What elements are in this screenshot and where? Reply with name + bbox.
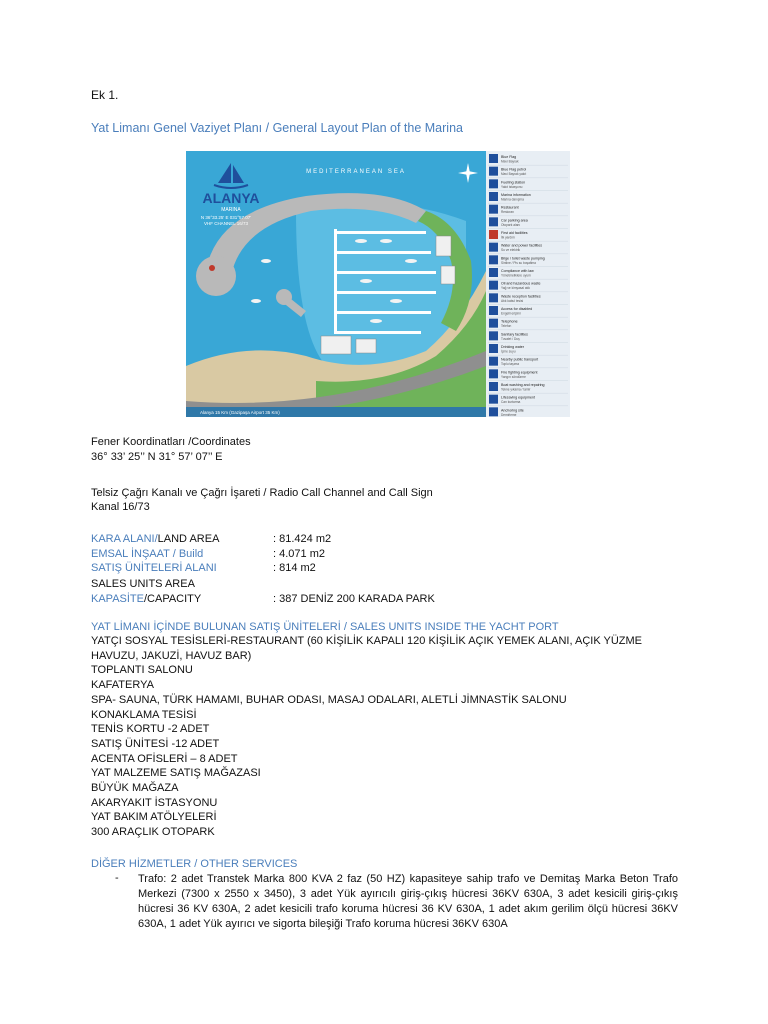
legend-label-en: Car parking area (501, 218, 528, 223)
legend-label-en: First aid facilities (501, 231, 528, 235)
legend-label-en: Bilge / toilet waste pumping (501, 256, 545, 261)
legend-label-tr: Yangın söndürme (501, 374, 526, 379)
bullet-marker: - (115, 872, 119, 884)
inner-pier-head (276, 289, 292, 305)
area-row-label: SALES UNITS AREA (91, 578, 195, 590)
lighthouse-marker (209, 265, 215, 271)
legend-label-tr: Can kurtarma (501, 400, 521, 405)
coords-label: Fener Koordinatları /Coordinates (91, 436, 251, 448)
legend-icon (489, 382, 498, 391)
list-item: BÜYÜK MAĞAZA (91, 782, 179, 795)
legend-icon (489, 369, 498, 378)
legend-label-en: Waste reception facilities (501, 294, 541, 299)
area-row-label: KARA ALANI/LAND AREA (91, 533, 220, 545)
legend-icon (489, 154, 498, 163)
legend-icon (489, 344, 498, 353)
area-row-value: : 81.424 m2 (273, 533, 332, 545)
legend-icon (489, 179, 498, 188)
legend-icon (489, 192, 498, 201)
services-heading: DİĞER HİZMETLER / OTHER SERVICES (91, 858, 298, 870)
brand-logo-text: ALANYA (202, 190, 260, 206)
legend-icon (489, 230, 498, 239)
legend-label-en: Boat washing and repairing (501, 383, 545, 387)
legend-label-en: Anchoring site (501, 408, 524, 413)
area-row-value: : 814 m2 (273, 562, 316, 574)
legend-icon (489, 395, 498, 404)
area-row-value: : 387 DENİZ 200 KARADA PARK (273, 593, 435, 605)
legend-icon (489, 268, 498, 277)
legend-label-tr: Engelli erişimi (501, 311, 521, 316)
legend-label-en: Oil and hazardous waste (501, 281, 541, 286)
legend-label-en: Lifesaving equipment (501, 395, 535, 400)
list-item: 300 ARAÇLIK OTOPARK (91, 826, 215, 839)
legend-icon (489, 319, 498, 328)
list-item: SATIŞ ÜNİTESİ -12 ADET (91, 737, 220, 750)
radio-value: Kanal 16/73 (91, 501, 150, 513)
coords-value: 36° 33’ 25’’ N 31° 57’ 07’’ E (91, 451, 223, 463)
units-heading: YAT LİMANI İÇİNDE BULUNAN SATIŞ ÜNİTELERİ / SALES UNITS INSIDE THE YACHT PORT (91, 621, 559, 633)
services-paragraph: Trafo: 2 adet Transtek Marka 800 KVA 2 faz (50 HZ) kapasiteye sahip trafo ve Demitaş Marka Beton Trafo Merkezi (7300 x 2550 x 3450), 3 adet Yük ayırıcılı giriş-çıkış hücresi 36KV 630A, 3 adet kesicili giriş-çıkış hücresi 36 KV 630A, 2 adet kesicili trafo koruma hücresi 36 KV 630A, 1 adet akım gerilim ölçü hücresi 36KV 630A, 1 adet Yük ayırıcı ve sigorta bileşiği Trafo koruma hücresi 36KV 630A (138, 873, 678, 930)
legend-icon (489, 306, 498, 315)
legend-label-tr: Su ve elektrik (501, 248, 521, 253)
list-item: YAT BAKIM ATÖLYELERİ (91, 811, 217, 824)
legend-icon (489, 407, 498, 416)
legend-icon (489, 357, 498, 366)
legend-label-en: Blue Flag petrol (501, 167, 527, 172)
legend-label-en: Nearby public transport (501, 357, 539, 362)
marina-map-drawing (186, 151, 570, 417)
legend-icon (489, 331, 498, 340)
radio-label: Telsiz Çağrı Kanalı ve Çağrı İşareti / Radio Call Channel and Call Sign (91, 487, 433, 499)
list-item: TOPLANTI SALONU (91, 664, 193, 677)
legend-icon (489, 217, 498, 226)
legend-label-tr: Yakıt istasyonu (501, 184, 523, 189)
legend-label-tr: Restoran (501, 210, 514, 215)
map-coords-text: N 36°33.25' E 031°57.07' (200, 215, 252, 220)
legend-label-tr: Yönetmeliklere uyum (501, 273, 531, 278)
legend-label-en: Water and power facilities (501, 243, 543, 248)
legend-label-tr: Yağ ve kimyasal atık (501, 286, 530, 291)
legend-icon (489, 243, 498, 252)
legend-label-tr: Toplu taşıma (501, 362, 520, 367)
list-item: TENİS KORTU -2 ADET (91, 723, 210, 736)
legend-label-tr: Demirleme (501, 412, 517, 417)
legend-label-tr: Mavi Bayrak (501, 159, 519, 164)
legend-label-tr: İlk yardım (501, 235, 515, 240)
legend-label-tr: Telefon (501, 324, 512, 329)
legend-label-en: Sanitary facilities (501, 332, 528, 337)
legend-label-tr: Mavi Bayrak yakıt (501, 172, 527, 177)
list-item: KAFATERYA (91, 679, 154, 692)
list-item: ACENTA OFİSLERİ – 8 ADET (91, 752, 238, 765)
brand-sub-text: MARINA (221, 207, 241, 213)
legend-label-en: Restaurant (501, 205, 519, 210)
legend-label-en: Drinking water (501, 345, 524, 349)
area-row-label: EMSAL İNŞAAT / Build (91, 548, 204, 560)
list-item: AKARYAKIT İSTASYONU (91, 796, 218, 809)
map-vhf-text: VHF CHANNEL 16/73 (203, 221, 249, 226)
area-row-value: : 4.071 m2 (273, 548, 325, 560)
legend-label-tr: Tuvalet / Duş (501, 336, 520, 341)
marina-layout-map (186, 151, 570, 417)
units-list (91, 634, 691, 840)
legend-label-tr: Sintine / Pis su boşaltma (501, 260, 536, 265)
legend-label-tr: Tekne yıkama / tamir (501, 387, 531, 392)
legend-icon (489, 205, 498, 214)
legend-label-tr: Otopark alanı (501, 222, 521, 227)
area-row-label: KAPASİTE/CAPACITY (91, 593, 202, 605)
legend-label-tr: İçme suyu (501, 349, 516, 354)
legend-label-en: Blue Flag (501, 155, 517, 159)
page-title: Yat Limanı Genel Vaziyet Planı / General Layout Plan of the Marina (91, 121, 463, 135)
legend-icon (489, 255, 498, 264)
annex-label: Ek 1. (91, 88, 119, 102)
map-footer-text: Alanya 15 Km (Gazipaşa Airport 35 Km) (200, 410, 280, 415)
legend-label-tr: Atık kabul tesisi (501, 298, 524, 303)
list-item: SPA- SAUNA, TÜRK HAMAMI, BUHAR ODASI, MASAJ ODALARI, ALETLİ JİMNASTİK SALONU (91, 693, 567, 706)
legend-label-en: Fire fighting equipment (501, 370, 538, 375)
legend-label-tr: Marina danışma (501, 197, 524, 202)
legend-label-en: Access for disabled (501, 307, 533, 311)
list-item: YAT MALZEME SATIŞ MAĞAZASI (91, 767, 261, 780)
list-item: KONAKLAMA TESİSİ (91, 708, 197, 721)
area-row-label: SATIŞ ÜNİTELERİ ALANI (91, 562, 217, 574)
legend-icon (489, 167, 498, 176)
list-item: YATÇI SOSYAL TESİSLERİ-RESTAURANT (60 KİŞİLİK KAPALI 120 KİŞİLİK AÇIK YEMEK ALANI, AÇIK YÜZME HAVUZU, JAKUZİ, HAVUZ BAR) (91, 635, 643, 662)
sea-label: MEDITERRANEAN SEA (306, 169, 406, 175)
legend-label-en: Compliance with law (501, 269, 534, 273)
legend-icon (489, 293, 498, 302)
legend-label-en: Telephone (501, 319, 518, 324)
breakwater-head (196, 256, 236, 296)
legend-label-en: Fuelling station (501, 180, 526, 185)
legend-icon (489, 281, 498, 290)
legend-label-en: Marina information (501, 193, 531, 197)
